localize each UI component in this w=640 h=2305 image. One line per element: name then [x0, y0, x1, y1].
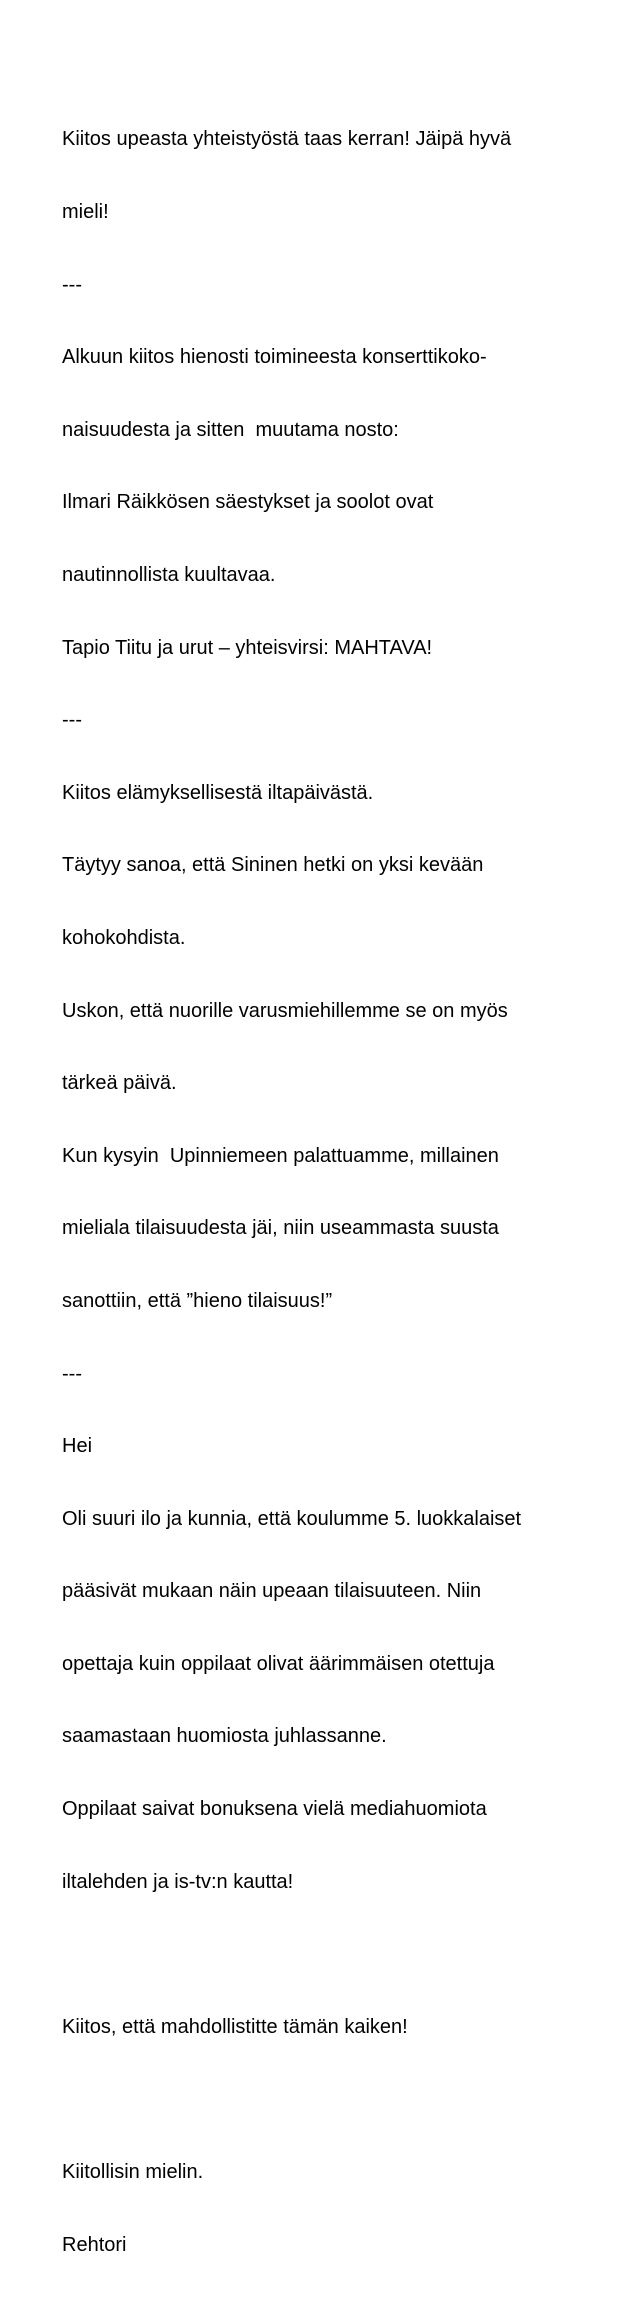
text-line: iltalehden ja is-tv:n kautta!	[62, 1870, 294, 1893]
separator-line: ---	[62, 273, 82, 296]
text-line: tärkeä päivä.	[62, 1072, 177, 1095]
text-line: Uskon, että nuorille varusmiehillemme se on myös	[62, 999, 508, 1022]
document-text	[62, 79, 622, 2305]
text-line: Oli suuri ilo ja kunnia, että koulumme 5. luokkalaiset	[62, 1507, 522, 1530]
text-line: opettaja kuin oppilaat olivat äärimmäisen otettuja	[62, 1652, 495, 1675]
text-line: mieliala tilaisuudesta jäi, niin useammasta suusta	[62, 1217, 499, 1240]
text-line: Kun kysyin Upinniemeen palattuamme, millainen	[62, 1144, 499, 1167]
text-line: Oppilaat saivat bonuksena vielä mediahuomiota	[62, 1798, 487, 1821]
text-line: Kiitos elämyksellisestä iltapäivästä.	[62, 781, 374, 804]
signature-line: Rehtori	[62, 2233, 127, 2256]
separator-line: ---	[62, 709, 82, 732]
text-line: nautinnollista kuultavaa.	[62, 563, 276, 586]
text-line: Alkuun kiitos hienosti toimineesta konserttikoko-	[62, 346, 487, 369]
text-line: sanottiin, että ”hieno tilaisuus!”	[62, 1289, 333, 1312]
separator-line: ---	[62, 1362, 82, 1385]
text-line: mieli!	[62, 201, 109, 223]
text-line: saamastaan huomiosta juhlassanne.	[62, 1725, 387, 1748]
closing-line: Kiitollisin mielin.	[62, 2161, 204, 2184]
text-line: Tapio Tiitu ja urut – yhteisvirsi: MAHTAVA!	[62, 636, 433, 659]
text-line: Ilmari Räikkösen säestykset ja soolot ovat	[62, 491, 434, 514]
blank-line	[62, 2087, 622, 2111]
text-line: Täytyy sanoa, että Sininen hetki on yksi kevään	[62, 854, 484, 877]
text-line: Hei	[62, 1435, 93, 1458]
text-line: naisuudesta ja sitten muutama nosto:	[62, 418, 399, 441]
text-line: kohokohdista.	[62, 926, 186, 949]
text-line: pääsivät mukaan näin upeaan tilaisuuteen. Niin	[62, 1580, 482, 1603]
text-line: Kiitos, että mahdollistitte tämän kaiken!	[62, 2015, 408, 2038]
blank-line	[62, 1942, 622, 1966]
text-line: Kiitos upeasta yhteistyöstä taas kerran! Jäipä hyvä	[62, 128, 512, 151]
